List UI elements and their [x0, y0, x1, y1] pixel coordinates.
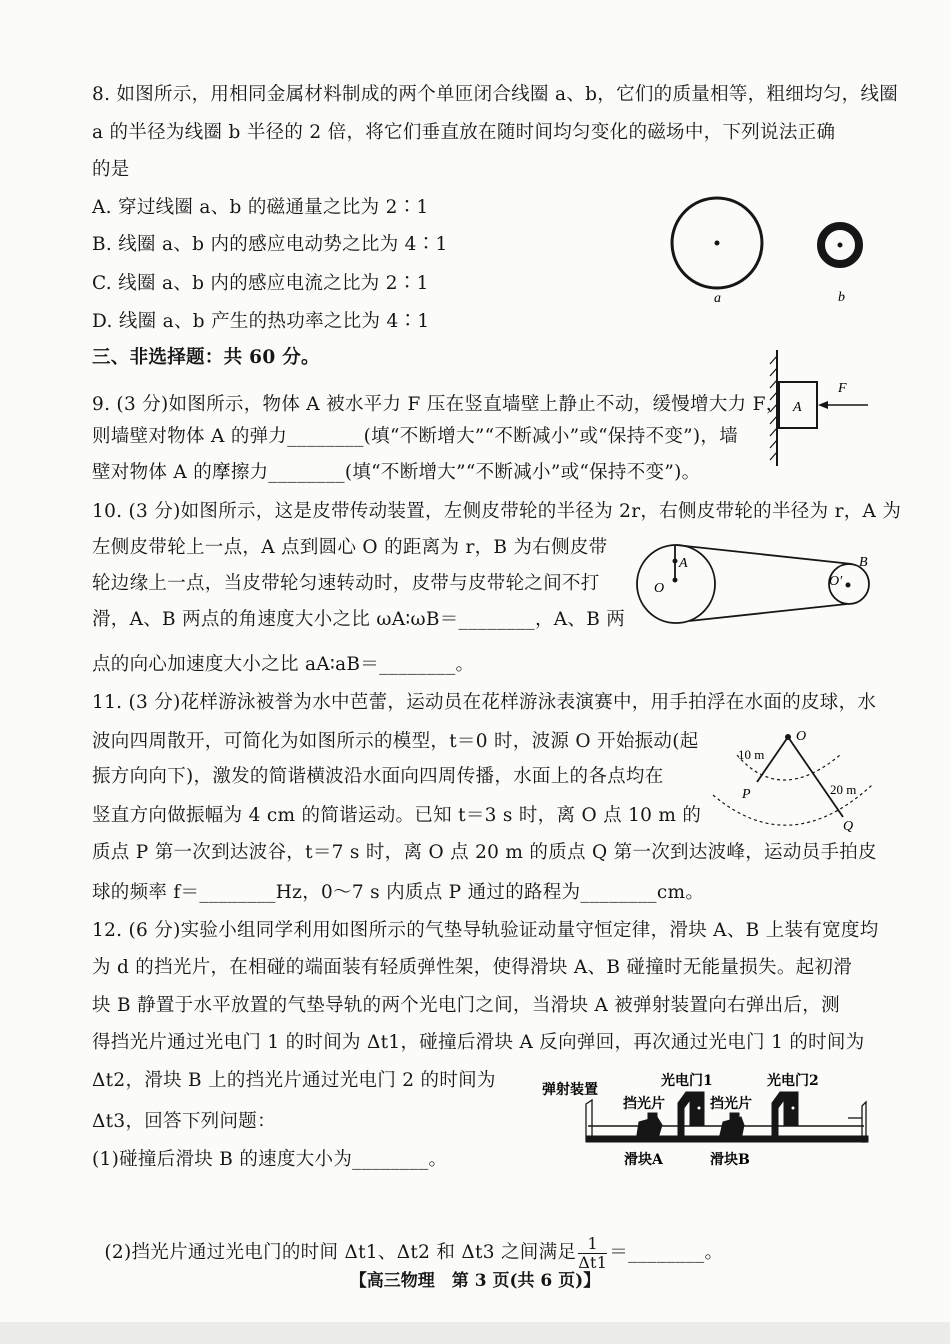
- q8-option-d: D. 线圈 a、b 产生的热功率之比为 4∶1: [92, 311, 430, 332]
- q12-line: 12. (6 分)实验小组同学利用如图所示的气垫导轨验证动量守恒定律，滑块 A、B 上装有宽度均: [92, 920, 879, 941]
- fraction-numerator: 1: [578, 1235, 607, 1254]
- fraction-denominator: Δt1: [578, 1252, 608, 1272]
- block-a-label: A: [793, 400, 802, 415]
- q11-line: 波向四周散开，可简化为如图所示的模型，t＝0 时，波源 O 开始振动(起: [92, 731, 699, 752]
- q8-coils-figure: [672, 198, 859, 306]
- q9-line: 则墙壁对物体 A 的弹力________(填“不断增大”“不断减小”或“保持不变”)，墙: [92, 426, 739, 447]
- q10-line: 轮边缘上一点，当皮带轮匀速转动时，皮带与皮带轮之间不打: [92, 573, 600, 594]
- slider-a-label: 滑块A: [624, 1152, 663, 1168]
- force-f-label: F: [838, 381, 847, 396]
- q12-sub1: (1)碰撞后滑块 B 的速度大小为________。: [92, 1149, 448, 1170]
- point-b-label: B: [859, 555, 868, 570]
- q8-option-b: B. 线圈 a、b 内的感应电动势之比为 4∶1: [92, 234, 448, 255]
- center-o-label: O: [654, 581, 665, 596]
- shade-a-label: 挡光片: [623, 1096, 665, 1112]
- q8-option-a: A. 穿过线圈 a、b 的磁通量之比为 2∶1: [92, 197, 429, 218]
- q11-line: 球的频率 f＝________Hz，0～7 s 内质点 P 通过的路程为________cm。: [92, 882, 705, 903]
- coil-b-label: b: [838, 290, 845, 305]
- gate2-label: 光电门2: [767, 1073, 819, 1089]
- coil-a-center: [715, 241, 720, 246]
- q12-line: 块 B 静置于水平放置的气垫导轨的两个光电门之间，当滑块 A 被弹射装置向右弹出后，测: [92, 995, 840, 1016]
- q8-option-c: C. 线圈 a、b 内的感应电流之比为 2∶1: [92, 273, 429, 294]
- q12-line: 为 d 的挡光片，在相碰的端面装有轻质弹性架，使得滑块 A、B 碰撞时无能量损失。起初滑: [92, 957, 853, 978]
- q9-line: 9. (3 分)如图所示，物体 A 被水平力 F 压在竖直墙壁上静止不动，缓慢增大力 F，: [92, 394, 785, 415]
- distance-10m: 10 m: [738, 747, 765, 762]
- q12-line: Δt2，滑块 B 上的挡光片通过光电门 2 的时间为: [92, 1070, 496, 1091]
- coil-b-center: [838, 243, 843, 248]
- q12-sub2: [92, 1193, 723, 1273]
- q12-sub2-prefix: (2)挡光片通过光电门的时间 Δt1、Δt2 和 Δt3 之间满足: [104, 1242, 577, 1263]
- q9-wall-figure: [770, 350, 868, 466]
- q10-line: 点的向心加速度大小之比 aA∶aB＝________。: [92, 654, 475, 675]
- slider-b-label: 滑块B: [710, 1152, 750, 1168]
- q9-line: 壁对物体 A 的摩擦力________(填“不断增大”“不断减小”或“保持不变”)。: [92, 462, 701, 483]
- q10-line: 左侧皮带轮上一点，A 点到圆心 O 的距离为 r，B 为右侧皮带: [92, 537, 608, 558]
- q8-stem-line: a 的半径为线圈 b 半径的 2 倍，将它们垂直放在随时间均匀变化的磁场中，下列说法正确: [92, 122, 836, 143]
- point-q-label: Q: [843, 819, 854, 834]
- launcher-label: 弹射装置: [542, 1082, 598, 1098]
- distance-20m: 20 m: [830, 782, 857, 797]
- scan-edge: [0, 1322, 950, 1344]
- q10-line: 10. (3 分)如图所示，这是皮带传动装置，左侧皮带轮的半径为 2r，右侧皮带轮的半径为 r，A 为: [92, 501, 902, 522]
- q10-line: 滑，A、B 两点的角速度大小之比 ωA∶ωB＝________，A、B 两: [92, 609, 626, 630]
- q11-line: 质点 P 第一次到达波谷，t＝7 s 时，离 O 点 20 m 的质点 Q 第一次到达波峰，运动员手拍皮: [92, 842, 877, 863]
- q11-line: 竖直方向做振幅为 4 cm 的简谐运动。已知 t＝3 s 时，离 O 点 10 m 的: [92, 805, 702, 826]
- q8-stem-line: 8. 如图所示，用相同金属材料制成的两个单匝闭合线圈 a、b，它们的质量相等，粗细均匀，线圈: [92, 84, 899, 105]
- q11-line: 振方向向下)，激发的简谐横波沿水面向四周传播，水面上的各点均在: [92, 766, 664, 787]
- q12-sub2-suffix: ＝________。: [609, 1242, 724, 1263]
- q8-stem-line: 的是: [92, 159, 130, 180]
- shade-b-label: 挡光片: [710, 1096, 752, 1112]
- point-a-label: A: [679, 556, 688, 571]
- page-footer: 【高三物理 第 3 页(共 6 页)】: [349, 1271, 601, 1291]
- gate1-label: 光电门1: [661, 1073, 713, 1089]
- center-o2-label: O′: [829, 574, 843, 589]
- q12-line: 得挡光片通过光电门 1 的时间为 Δt1，碰撞后滑块 A 反向弹回，再次通过光电门 1 的时间为: [92, 1032, 865, 1053]
- q12-line: Δt3，回答下列问题：: [92, 1111, 276, 1132]
- coil-a-label: a: [714, 291, 721, 306]
- section-heading: 三、非选择题：共 60 分。: [92, 347, 320, 368]
- q11-line: 11. (3 分)花样游泳被誉为水中芭蕾，运动员在花样游泳表演赛中，用手拍浮在水面的皮球，水: [92, 692, 877, 713]
- source-o-label: O: [796, 729, 807, 744]
- point-p-label: P: [742, 787, 751, 802]
